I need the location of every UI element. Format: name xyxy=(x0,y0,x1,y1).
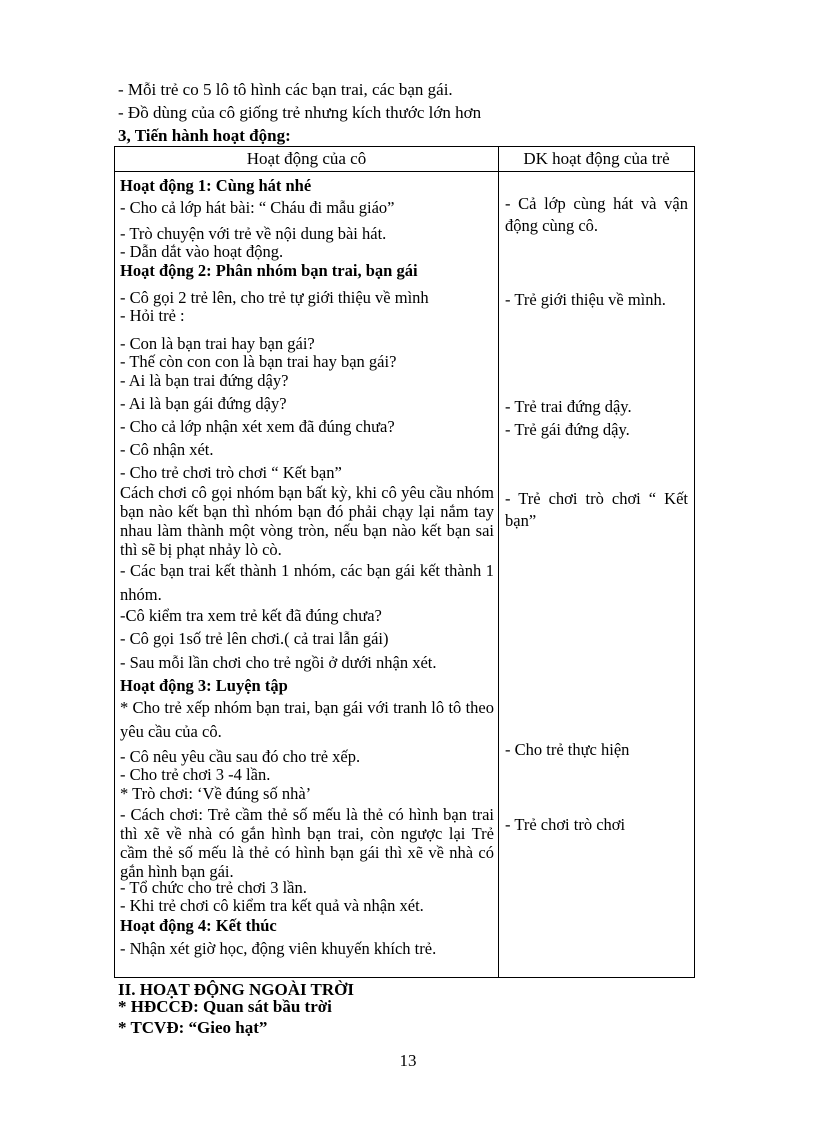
step-line: - Cho trẻ chơi trò chơi “ Kết bạn” xyxy=(120,463,342,482)
child-response: - Cho trẻ thực hiện xyxy=(505,740,630,759)
game-rules-paragraph: - Cách chơi: Trẻ cầm thẻ số mếu là thẻ có hình bạn trai thì xẽ về nhà có gắn hình bạn trai, còn ngược lại Trẻ cầm thẻ số mếu là thẻ có hình bạn gái thì xẽ về nhà có gắn hình bạn gái. xyxy=(120,805,494,881)
page-number: 13 xyxy=(399,1051,417,1070)
step-line: - Cho trẻ chơi 3 -4 lần. xyxy=(120,765,271,784)
step-line: - Cô nhận xét. xyxy=(120,440,214,459)
header-teacher-activity: Hoạt động của cô xyxy=(115,147,499,172)
activity-4-heading: Hoạt động 4: Kết thúc xyxy=(120,916,277,935)
game-rules-paragraph: Cách chơi cô gọi nhóm bạn bất kỳ, khi cô yêu cầu nhóm bạn nào kết bạn thì nhóm bạn đó phải chạy lại nắm tay nhau làm thành một vòng tròn, nếu bạn nào kết bạn sai thì sẽ bị phạt nhảy lò cò. xyxy=(120,483,494,559)
header-child-activity: DK hoạt động của trẻ xyxy=(499,147,695,172)
child-response: - Trẻ giới thiệu về mình. xyxy=(505,290,666,309)
outdoor-item-game: * TCVĐ: “Gieo hạt” xyxy=(118,1018,268,1037)
step-line: - Trò chuyện với trẻ về nội dung bài hát. xyxy=(120,224,387,243)
step-line: - Nhận xét giờ học, động viên khuyến khích trẻ. xyxy=(120,939,437,958)
section-heading: 3, Tiến hành hoạt động: xyxy=(118,126,291,145)
step-line: - Cho cả lớp nhận xét xem đã đúng chưa? xyxy=(120,417,395,436)
step-line: - Thế còn con con là bạn trai hay bạn gái? xyxy=(120,352,397,371)
child-activity-cell xyxy=(499,172,695,978)
child-response: - Trẻ chơi trò chơi xyxy=(505,815,626,834)
step-line: - Hỏi trẻ : xyxy=(120,306,185,325)
step-line: * Trò chơi: ‘Về đúng số nhà’ xyxy=(120,784,312,803)
step-line: - Con là bạn trai hay bạn gái? xyxy=(120,334,315,353)
step-line: - Cô gọi 1số trẻ lên chơi.( cả trai lẫn gái) xyxy=(120,629,389,648)
activity-2-heading: Hoạt động 2: Phân nhóm bạn trai, bạn gái xyxy=(120,261,418,280)
teacher-activity-cell xyxy=(115,172,499,978)
step-line: -Cô kiểm tra xem trẻ kết đã đúng chưa? xyxy=(120,606,382,625)
step-line: - Ai là bạn gái đứng dậy? xyxy=(120,394,287,413)
step-line: - Các bạn trai kết thành 1 nhóm, các bạn gái kết thành 1 nhóm. xyxy=(120,561,494,604)
child-response: - Cả lớp cùng hát và vận động cùng cô. xyxy=(505,194,688,235)
step-line: - Khi trẻ chơi cô kiểm tra kết quả và nhận xét. xyxy=(120,896,424,915)
child-response: - Trẻ gái đứng dậy. xyxy=(505,420,630,439)
outdoor-section-title: II. HOẠT ĐỘNG NGOÀI TRỜI xyxy=(118,980,354,999)
step-line: - Dẫn dắt vào hoạt động. xyxy=(120,242,284,261)
step-line: - Ai là bạn trai đứng dậy? xyxy=(120,371,289,390)
step-line: - Cho cả lớp hát bài: “ Cháu đi mẫu giáo” xyxy=(120,198,395,217)
material-line-2: - Đồ dùng của cô giống trẻ nhưng kích thước lớn hơn xyxy=(118,103,482,122)
step-line: * Cho trẻ xếp nhóm bạn trai, bạn gái với tranh lô tô theo yêu cầu của cô. xyxy=(120,698,494,741)
step-line: - Tổ chức cho trẻ chơi 3 lần. xyxy=(120,878,307,897)
activity-3-heading: Hoạt động 3: Luyện tập xyxy=(120,676,288,695)
step-line: - Sau mỗi lần chơi cho trẻ ngồi ở dưới nhận xét. xyxy=(120,653,437,672)
outdoor-item-observation: * HĐCCĐ: Quan sát bầu trời xyxy=(118,997,332,1016)
child-response: - Trẻ chơi trò chơi “ Kết bạn” xyxy=(505,489,688,530)
child-response: - Trẻ trai đứng dậy. xyxy=(505,397,632,416)
step-line: - Cô nêu yêu cầu sau đó cho trẻ xếp. xyxy=(120,747,361,766)
material-line-1: - Mỗi trẻ co 5 lô tô hình các bạn trai, các bạn gái. xyxy=(118,80,453,99)
activity-1-heading: Hoạt động 1: Cùng hát nhé xyxy=(120,176,312,195)
activity-table xyxy=(114,146,695,978)
step-line: - Cô gọi 2 trẻ lên, cho trẻ tự giới thiệu về mình xyxy=(120,288,429,307)
